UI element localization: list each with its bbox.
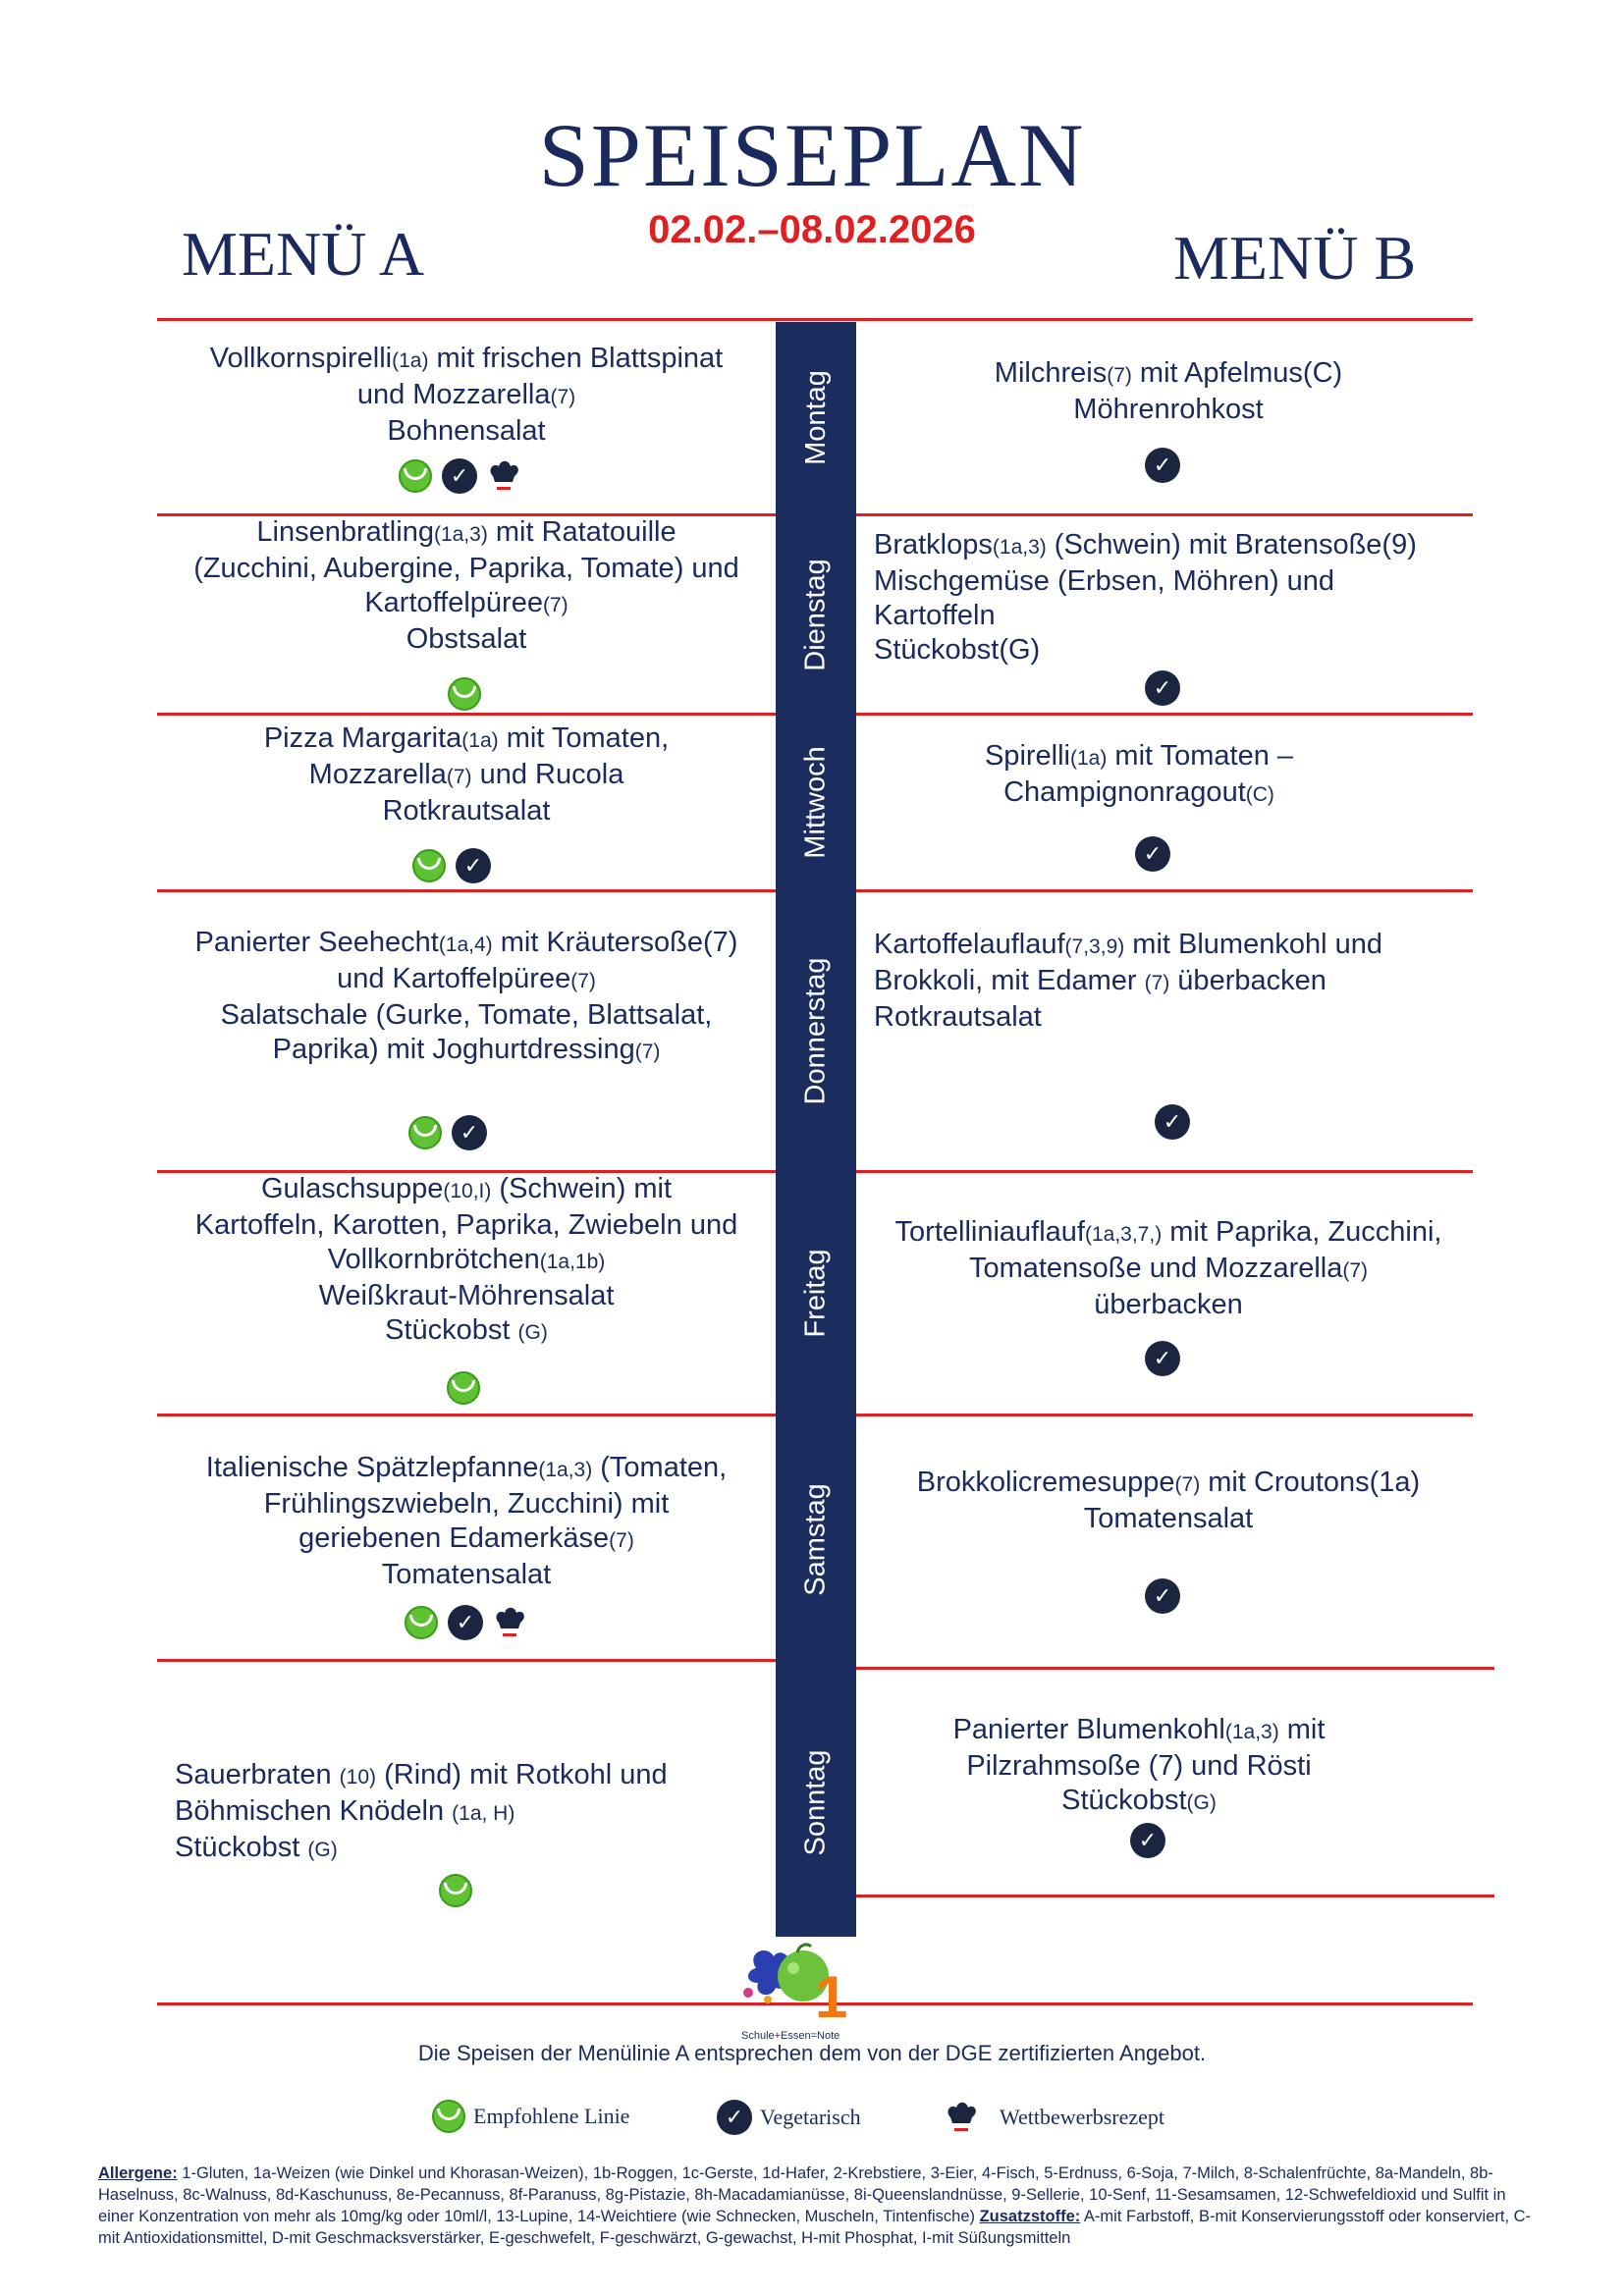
vegetarisch-icon: ✓ xyxy=(448,1605,483,1640)
menu-allergen: (7) xyxy=(609,1529,634,1552)
menu-allergen: (1a,3) xyxy=(538,1459,593,1481)
menu-line xyxy=(167,1208,766,1243)
day-label-dienstag: Dienstag xyxy=(799,558,832,671)
menu-line xyxy=(167,1243,766,1279)
menu-rest: mit frischen Blattspinat xyxy=(428,343,724,374)
icons-menu-b-freitag xyxy=(1145,1341,1180,1376)
menu-allergen: (7) xyxy=(446,766,472,788)
menu-main: Tomatensoße und Mozzarella xyxy=(968,1253,1343,1284)
icons-menu-b-sonntag xyxy=(1130,1823,1165,1858)
menu-a-montag xyxy=(167,342,766,449)
menu-allergen: (1a,3,7,) xyxy=(1084,1223,1163,1246)
menu-line xyxy=(874,928,1473,964)
menu-line xyxy=(864,1215,1473,1252)
menu-line xyxy=(167,758,766,794)
menu-line xyxy=(167,1279,766,1313)
vegetarisch-icon: ✓ xyxy=(1130,1823,1165,1858)
menu-main: überbacken xyxy=(1094,1289,1243,1320)
menu-line xyxy=(167,962,766,998)
menu-main: Spirelli xyxy=(984,740,1070,772)
menu-line xyxy=(874,633,1473,667)
vegetarisch-icon: ✓ xyxy=(1145,448,1180,483)
menu-main: Panierter Seehecht xyxy=(194,927,439,958)
empfohlen-icon xyxy=(439,1874,472,1907)
menu-main: Brokkoli, mit Edamer xyxy=(874,965,1145,996)
menu-allergen: (7) xyxy=(1174,1473,1201,1496)
dge-note: Die Speisen der Menülinie A entsprechen dem von der DGE zertifizierten Angebot. xyxy=(417,2041,1207,2065)
menu-allergen: (1a) xyxy=(1070,747,1108,770)
menu-line xyxy=(167,998,766,1033)
menu-allergen: (7) xyxy=(542,594,568,616)
menu-a-donnerstag xyxy=(167,926,766,1069)
menu-rest: (Rind) mit Rotkohl und xyxy=(376,1759,668,1790)
menu-main: Frühlingszwiebeln, Zucchini) mit xyxy=(263,1488,670,1520)
menu-b-freitag xyxy=(864,1215,1473,1322)
divider-line xyxy=(856,1667,1494,1670)
menu-b-heading: MENÜ B xyxy=(1173,223,1417,293)
menu-line xyxy=(167,721,766,758)
menu-a-sonntag xyxy=(175,1758,764,1867)
chef-hat-icon xyxy=(493,1605,526,1640)
schule-essen-logo xyxy=(687,1939,893,2047)
vegetarisch-icon: ✓ xyxy=(1155,1104,1190,1140)
menu-rest: mit Kräutersoße(7) xyxy=(492,927,738,958)
menu-main: Bohnensalat xyxy=(387,415,546,447)
menu-main: Italienische Spätzlepfanne xyxy=(205,1452,539,1483)
menu-rest: (Tomaten, xyxy=(592,1452,728,1483)
menu-line xyxy=(167,586,766,622)
empfohlen-icon xyxy=(399,459,432,493)
chef-hat-icon xyxy=(945,2100,978,2135)
legend-vegetarisch: ✓ Vegetarisch xyxy=(717,2100,861,2135)
menu-allergen: (1a,4) xyxy=(438,934,493,956)
legend-empfohlen: Empfohlene Linie xyxy=(432,2100,629,2133)
menu-main: Gulaschsuppe xyxy=(260,1173,444,1204)
menu-line xyxy=(864,356,1473,393)
empfohlen-icon xyxy=(447,1371,480,1405)
menu-main: Stückobst xyxy=(175,1832,308,1863)
icons-menu-a-samstag xyxy=(405,1605,526,1640)
menu-allergen: (1a,3) xyxy=(1224,1721,1279,1743)
menu-allergen: (1a,3) xyxy=(433,523,488,546)
empfohlen-icon xyxy=(412,849,446,882)
menu-allergen: (7) xyxy=(1144,972,1170,994)
menu-line xyxy=(175,1831,764,1867)
vegetarisch-icon: ✓ xyxy=(1135,836,1170,872)
menu-rest: mit Paprika, Zucchini, xyxy=(1162,1216,1442,1248)
menu-allergen: (7) xyxy=(1342,1259,1369,1282)
menu-main: Bratklops xyxy=(874,529,993,561)
menu-line xyxy=(167,515,766,552)
menu-rest: und Rucola xyxy=(471,759,624,790)
menu-main: Mozzarella xyxy=(308,759,447,790)
menu-allergen: (1a) xyxy=(461,729,499,752)
empfohlen-icon xyxy=(405,1606,438,1639)
menu-line xyxy=(874,964,1473,1000)
menu-main: Tomatensalat xyxy=(381,1559,552,1590)
menu-b-dienstag xyxy=(874,528,1473,667)
menu-main: Möhrenrohkost xyxy=(1073,394,1264,425)
menu-main: Stückobst xyxy=(385,1314,518,1346)
menu-line xyxy=(874,564,1473,599)
menu-main: Vollkornbrötchen xyxy=(327,1244,540,1275)
menu-line xyxy=(167,794,766,828)
menu-line xyxy=(167,552,766,586)
menu-main: Rotkrautsalat xyxy=(874,1001,1042,1033)
menu-line xyxy=(167,622,766,657)
menu-rest: mit xyxy=(1278,1714,1326,1745)
logo-caption: Schule+Essen=Note xyxy=(741,2030,840,2042)
menu-a-samstag xyxy=(167,1451,766,1592)
menu-b-samstag xyxy=(864,1466,1473,1536)
icons-menu-a-dienstag xyxy=(448,677,481,711)
menu-a-mittwoch xyxy=(167,721,766,828)
menu-main: Sauerbraten xyxy=(175,1759,340,1790)
menu-allergen: (1a) xyxy=(392,349,429,372)
menu-a-dienstag xyxy=(167,515,766,657)
menu-main: Salatschale (Gurke, Tomate, Blattsalat, xyxy=(220,999,713,1031)
page-title: SPEISEPLAN xyxy=(538,105,1086,205)
menu-line xyxy=(167,1451,766,1487)
menu-main: Stückobst(G) xyxy=(874,634,1041,666)
icons-menu-b-montag xyxy=(1145,448,1180,483)
menu-main: Kartoffelpüree xyxy=(364,587,543,618)
menu-main: und Kartoffelpüree xyxy=(337,963,571,994)
menu-line xyxy=(167,1313,766,1350)
menu-line xyxy=(167,414,766,449)
menu-rest: mit Croutons(1a) xyxy=(1200,1467,1421,1498)
day-label-freitag: Freitag xyxy=(799,1249,832,1338)
vegetarisch-icon: ✓ xyxy=(442,458,477,494)
vegetarisch-icon: ✓ xyxy=(1145,670,1180,706)
menu-main: Weißkraut-Möhrensalat xyxy=(318,1280,615,1311)
menu-allergen: (10,I) xyxy=(443,1180,492,1202)
menu-rest: überbacken xyxy=(1169,965,1326,996)
menu-allergen: (1a,3) xyxy=(992,536,1047,559)
menu-main: Pizza Margarita xyxy=(263,722,462,754)
chef-hat-icon xyxy=(487,458,520,494)
icons-menu-b-dienstag xyxy=(1145,670,1180,706)
menu-b-mittwoch xyxy=(835,739,1443,812)
menu-allergen: (C) xyxy=(1245,783,1274,806)
menu-line xyxy=(874,528,1473,564)
vegetarisch-icon: ✓ xyxy=(1145,1341,1180,1376)
icons-menu-a-donnerstag xyxy=(408,1115,487,1150)
empfohlen-icon xyxy=(448,677,481,711)
icons-menu-b-donnerstag xyxy=(1155,1104,1190,1140)
vegetarisch-icon: ✓ xyxy=(717,2100,752,2135)
menu-main: Obstsalat xyxy=(406,623,527,655)
vegetarisch-icon: ✓ xyxy=(1145,1578,1180,1614)
icons-menu-a-sonntag xyxy=(439,1874,472,1907)
icons-menu-a-freitag xyxy=(447,1371,480,1405)
menu-main: Paprika) mit Joghurtdressing xyxy=(272,1034,635,1065)
empfohlen-icon xyxy=(432,2100,465,2133)
menu-line xyxy=(167,342,766,378)
menu-line xyxy=(175,1758,764,1794)
menu-line xyxy=(874,599,1473,633)
menu-a-freitag xyxy=(167,1172,766,1350)
menu-b-donnerstag xyxy=(874,928,1473,1035)
menu-line xyxy=(864,1466,1473,1502)
menu-line xyxy=(874,1000,1473,1035)
menu-allergen: (7,3,9) xyxy=(1064,935,1125,958)
menu-main: Stückobst xyxy=(1061,1785,1187,1816)
icons-menu-a-mittwoch xyxy=(412,848,491,883)
menu-line xyxy=(167,1172,766,1208)
menu-line xyxy=(835,775,1443,812)
menu-allergen: (7) xyxy=(1107,364,1132,387)
menu-main: Tomatensalat xyxy=(1083,1503,1254,1534)
menu-allergen: (1a, H) xyxy=(452,1802,515,1825)
divider-line xyxy=(856,1895,1494,1897)
menu-main: Linsenbratling xyxy=(256,516,434,548)
menu-line xyxy=(859,1713,1419,1749)
menu-line xyxy=(835,739,1443,775)
menu-allergen: (7) xyxy=(570,970,596,992)
menu-b-sonntag xyxy=(859,1713,1419,1820)
menu-main: Milchreis xyxy=(994,357,1108,389)
day-label-mittwoch: Mittwoch xyxy=(799,746,832,859)
menu-main: Vollkornspirelli xyxy=(209,343,393,374)
menu-rest: mit Blumenkohl und xyxy=(1124,929,1382,960)
menu-main: Tortelliniauflauf xyxy=(894,1216,1085,1248)
menu-line xyxy=(167,1558,766,1592)
menu-a-heading: MENÜ A xyxy=(182,219,425,289)
allergens-footnote: Allergene: 1-Gluten, 1a-Weizen (wie Dinkel und Khorasan-Weizen), 1b-Roggen, 1c-Gerste, 1d-Hafer, 2-Krebstiere, 3-Eier, 4-Fisch, 5-Erdnuss, 6-Soja, 7-Milch, 8-Schalenfrüchte, 8a-Mandeln, 8b-Haselnuss, 8c-Walnuss, 8d-Kaschunuss, 8e-Pecannuss, 8f-Paranuss, 8g-Pistazie, 8h-Macadamianüsse, 8i-Queenslandnüsse, 9-Sellerie, 10-Senf, 11-Sesamsamen, 12-Schwefeldioxid und Sulfit in einer Konzentration von mehr als 10mg/kg oder 10ml/l, 13-Lupine, 14-Weichtiere (wie Schnecken, Muscheln, Tintenfische) Zusatzstoffe: A-mit Farbstoff, B-mit Konservierungsstoff oder konserviert, C-mit Antioxidationsmittel, D-mit Geschmacksverstärker, E-geschwefelt, F-geschwärzt, G-gewachst, H-mit Phosphat, I-mit Süßungsmitteln xyxy=(98,2164,1532,2247)
menu-allergen: (7) xyxy=(634,1041,661,1063)
vegetarisch-icon: ✓ xyxy=(456,848,491,883)
menu-main: (Zucchini, Aubergine, Paprika, Tomate) und xyxy=(193,553,739,584)
menu-main: Mischgemüse (Erbsen, Möhren) und xyxy=(874,565,1335,597)
menu-main: Kartoffeln, Karotten, Paprika, Zwiebeln und xyxy=(194,1209,738,1241)
menu-line xyxy=(864,393,1473,427)
divider-line xyxy=(157,318,1473,321)
icons-menu-b-mittwoch xyxy=(1135,836,1170,872)
menu-allergen: (G) xyxy=(307,1839,338,1861)
menu-main: Pilzrahmsoße (7) und Rösti xyxy=(966,1750,1312,1782)
menu-rest: mit Ratatouille xyxy=(487,516,677,548)
menu-rest: mit Apfelmus(C) xyxy=(1131,357,1343,389)
menu-line xyxy=(167,926,766,962)
icons-menu-b-samstag xyxy=(1145,1578,1180,1614)
menu-main: geriebenen Edamerkäse xyxy=(298,1522,610,1554)
menu-rest: (Schwein) mit xyxy=(491,1173,673,1204)
day-label-samstag: Samstag xyxy=(799,1482,832,1596)
divider-line xyxy=(157,1659,776,1662)
menu-main: Kartoffeln xyxy=(874,600,996,631)
menu-line xyxy=(859,1749,1419,1784)
date-range: 02.02.–08.02.2026 xyxy=(648,208,976,251)
menu-main: Brokkolicremesuppe xyxy=(916,1467,1175,1498)
menu-allergen: (G) xyxy=(517,1321,548,1344)
menu-allergen: (G) xyxy=(1186,1791,1217,1814)
logo-number: 1 xyxy=(815,1964,848,2030)
menu-allergen: (7) xyxy=(550,386,576,408)
menu-allergen: (1a,1b) xyxy=(539,1251,606,1273)
menu-main: Panierter Blumenkohl xyxy=(952,1714,1225,1745)
menu-allergen: (10) xyxy=(339,1766,377,1789)
menu-line xyxy=(167,1487,766,1522)
menu-line xyxy=(864,1288,1473,1322)
menu-main: Champignonragout xyxy=(1003,776,1246,808)
day-label-montag: Montag xyxy=(799,370,832,465)
menu-line xyxy=(175,1794,764,1831)
vegetarisch-icon: ✓ xyxy=(452,1115,487,1150)
icons-menu-a-montag xyxy=(399,458,520,494)
menu-main: Rotkrautsalat xyxy=(382,795,551,827)
day-label-sonntag: Sonntag xyxy=(799,1749,832,1856)
menu-line xyxy=(167,378,766,414)
menu-line xyxy=(864,1502,1473,1536)
empfohlen-icon xyxy=(408,1116,442,1149)
menu-rest: mit Tomaten – xyxy=(1107,740,1294,772)
menu-line xyxy=(864,1252,1473,1288)
menu-main: Kartoffelauflauf xyxy=(874,929,1065,960)
day-label-donnerstag: Donnerstag xyxy=(799,957,832,1105)
menu-line xyxy=(167,1033,766,1069)
menu-b-montag xyxy=(864,356,1473,427)
menu-rest: (Schwein) mit Bratensoße(9) xyxy=(1046,529,1417,561)
menu-line xyxy=(859,1784,1419,1820)
menu-rest: mit Tomaten, xyxy=(498,722,670,754)
menu-main: Böhmischen Knödeln xyxy=(175,1795,453,1827)
legend-wettbewerb: Wettbewerbsrezept xyxy=(945,2100,1164,2135)
menu-main: und Mozzarella xyxy=(356,379,551,410)
menu-line xyxy=(167,1522,766,1558)
